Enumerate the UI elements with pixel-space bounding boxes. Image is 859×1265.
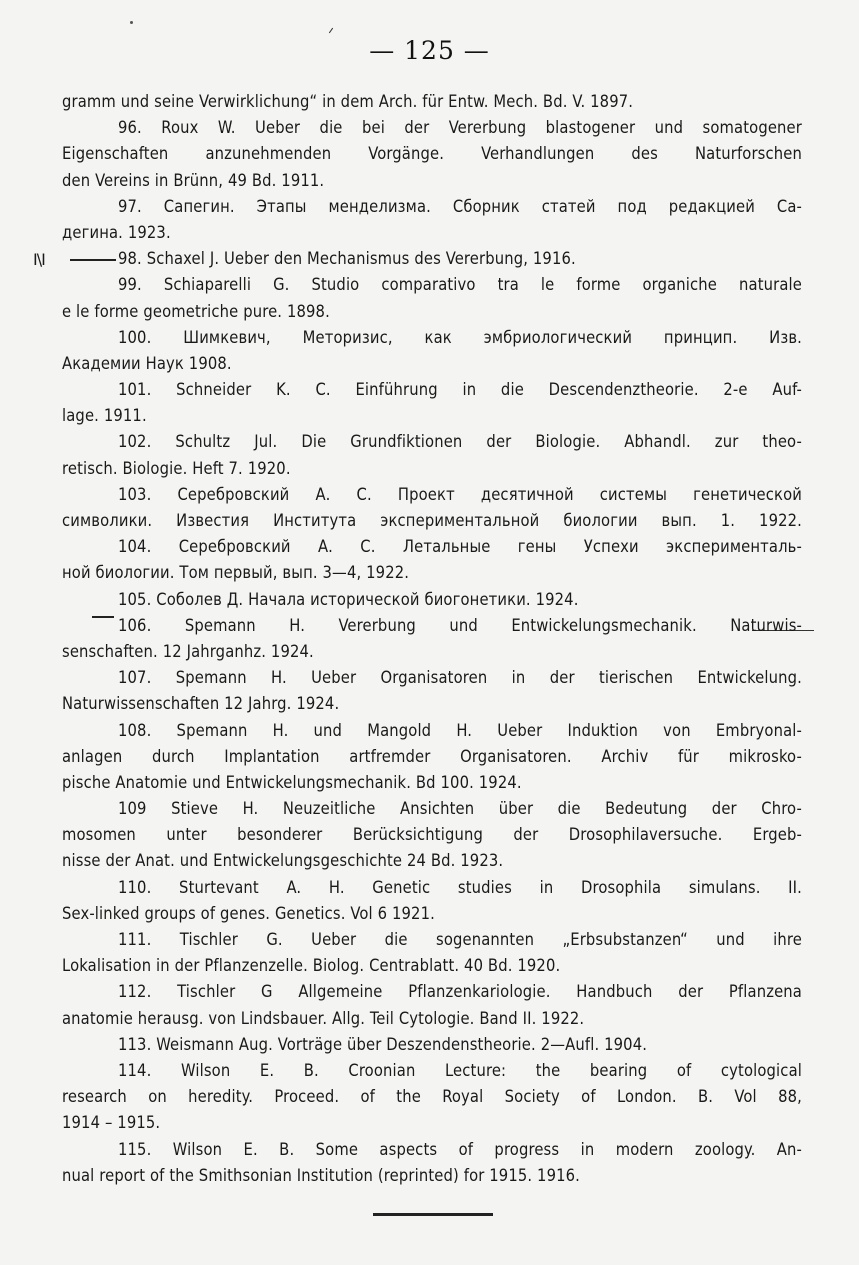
reference-line: e le forme geometriche pure. 1898. <box>62 301 330 321</box>
reference-line: 102. Schultz Jul. Die Grundfiktionen der Biologie. Abhandl. zur theo- <box>118 432 802 452</box>
reference-line: Naturwissenschaften 12 Jahrg. 1924. <box>62 694 340 714</box>
reference-line: дегина. 1923. <box>62 222 171 242</box>
reference-line: 103. Серебровский А. С. Проект десятичной системы генетической <box>118 484 802 504</box>
reference-line: senschaften. 12 Jahrganhz. 1924. <box>62 641 314 661</box>
bibliography-list <box>62 89 802 1189</box>
reference-line: 110. Sturtevant A. H. Genetic studies in Drosophila simulans. II. <box>118 877 802 897</box>
reference-line: 115. Wilson E. B. Some aspects of progress in modern zoology. An- <box>118 1139 802 1159</box>
ink-dot <box>130 21 133 24</box>
reference-line: 1914 – 1915. <box>62 1113 161 1133</box>
reference-line: 100. Шимкевич, Меторизис, как эмбриологический принцип. Изв. <box>118 327 802 347</box>
reference-line: retisch. Biologie. Heft 7. 1920. <box>62 458 291 478</box>
reference-line: 98. Schaxel J. Ueber den Mechanismus des Vererbung, 1916. <box>118 249 576 269</box>
reference-line: gramm und seine Verwirklichung“ in dem Arch. für Entw. Mech. Bd. V. 1897. <box>62 92 634 111</box>
reference-line: 101. Schneider K. C. Einführung in die Descendenztheorie. 2-е Auf- <box>118 380 802 400</box>
reference-line: Lokalisation in der Pflanzenzelle. Biolog. Centrablatt. 40 Bd. 1920. <box>62 956 561 976</box>
reference-line: 109 Stieve H. Neuzeitliche Ansichten über die Bedeutung der Chro- <box>118 799 802 819</box>
reference-line: 111. Tischler G. Ueber die sogenannten „Erbsubstanzen“ und ihre <box>118 930 802 949</box>
reference-line: Eigenschaften anzunehmenden Vorgänge. Verhandlungen des Naturforschen <box>62 144 802 164</box>
reference-line: 96. Roux W. Ueber die bei der Vererbung blastogener und somatogener <box>118 118 802 138</box>
reference-line: den Vereins in Brünn, 49 Bd. 1911. <box>62 170 325 190</box>
reference-line: Sex-linked groups of genes. Genetics. Vol 6 1921. <box>62 903 435 923</box>
reference-line: 105. Соболев Д. Начала исторической биогонетики. 1924. <box>118 589 579 609</box>
reference-line: research on heredity. Proceed. of the Royal Society of London. B. Vol 88, <box>62 1087 802 1107</box>
reference-line: Академии Наук 1908. <box>62 353 232 373</box>
reference-line: 112. Tischler G Allgemeine Pflanzenkariologie. Handbuch der Pflanzena <box>118 982 802 1002</box>
pen-mark <box>329 28 333 33</box>
reference-line: nisse der Anat. und Entwickelungsgeschichte 24 Bd. 1923. <box>62 851 504 871</box>
reference-line: ной биологии. Том первый, вып. 3—4, 1922. <box>62 563 410 583</box>
page-number: — 125 — <box>369 36 490 65</box>
reference-line: 114. Wilson E. B. Croonian Lecture: the bearing of cytological <box>118 1060 802 1080</box>
reference-line: 104. Серебровский А. С. Летальные гены Успехи эксперименталь- <box>118 537 802 557</box>
reference-line: nual report of the Smithsonian Institution (reprinted) for 1915. 1916. <box>62 1165 581 1185</box>
margin-annotation: I\I <box>33 250 45 269</box>
reference-line: 108. Spemann H. und Mangold H. Ueber Induktion von Embryonal- <box>118 720 802 740</box>
reference-line: 99. Schiaparelli G. Studio comparativo tra le forme organiche naturale <box>118 275 802 295</box>
reference-line: lage. 1911. <box>62 406 147 426</box>
reference-line: 106. Spemann H. Vererbung und Entwickelungsmechanik. Naturwis- <box>118 615 802 635</box>
reference-line: 113. Weismann Aug. Vorträge über Deszendenstheorie. 2—Aufl. 1904. <box>118 1034 648 1054</box>
reference-line: 97. Сапегин. Этапы менделизма. Сборник статей под редакцией Са- <box>118 196 802 216</box>
reference-line: символики. Известия Института экспериментальной биологии вып. 1. 1922. <box>62 511 802 530</box>
reference-line: 107. Spemann H. Ueber Organisatoren in der tierischen Entwickelung. <box>118 668 802 688</box>
closing-rule <box>373 1213 493 1216</box>
reference-line: mosomen unter besonderer Berücksichtigung der Drosophilaversuche. Ergeb- <box>62 825 802 845</box>
reference-line: anatomie herausg. von Lindsbauer. Allg. Teil Cytologie. Band II. 1922. <box>62 1008 585 1028</box>
reference-line: pische Anatomie und Entwickelungsmechanik. Bd 100. 1924. <box>62 772 522 792</box>
reference-line: anlagen durch Implantation artfremder Organisatoren. Archiv für mikrosko- <box>62 746 802 766</box>
